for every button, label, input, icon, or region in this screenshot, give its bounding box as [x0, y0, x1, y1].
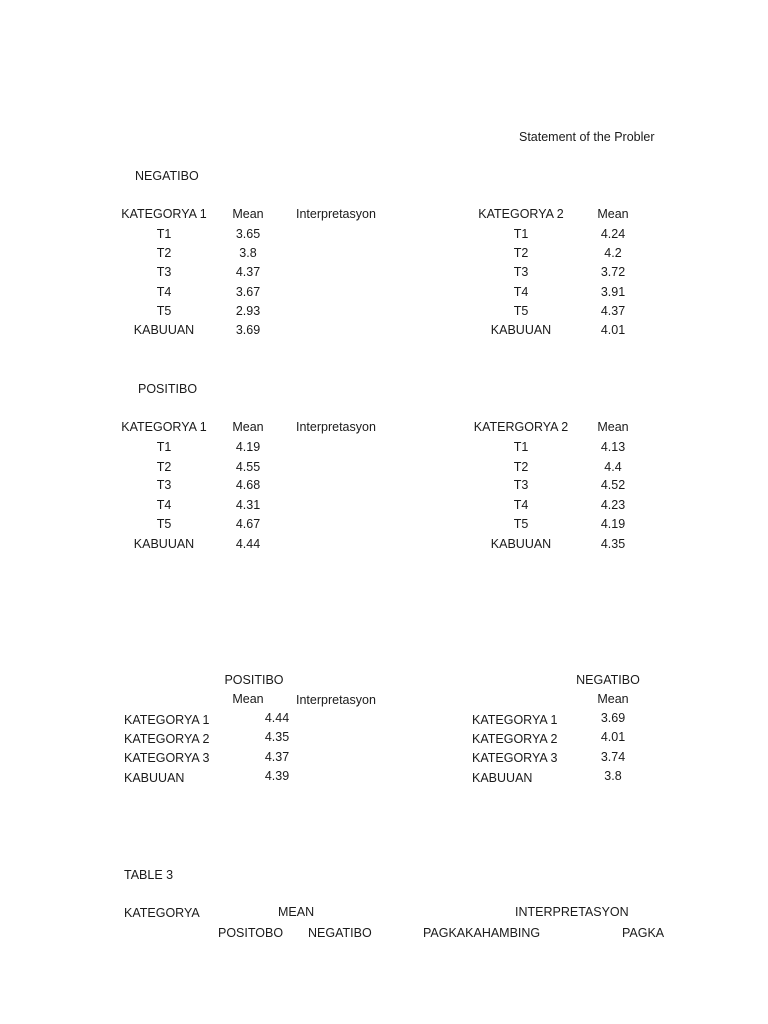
row-mean: 3.65 — [235, 227, 261, 241]
row-mean: 4.67 — [235, 517, 261, 531]
row-label-total: KABUUAN — [133, 323, 195, 337]
subheader-positobo: POSITOBO — [218, 926, 284, 940]
row-mean: 4.37 — [235, 265, 261, 279]
row-label-total: KABUUAN — [472, 771, 533, 785]
row-mean: 4.19 — [235, 440, 261, 454]
column-header-kategorya: KATEGORYA 1 — [121, 207, 207, 221]
row-mean: 3.8 — [239, 246, 257, 260]
positibo-section-label: POSITIBO — [138, 382, 198, 396]
column-header-interpretasyon: Interpretasyon — [296, 207, 376, 221]
row-mean: 2.93 — [235, 304, 261, 318]
table3-title: TABLE 3 — [124, 868, 174, 882]
column-header-mean: Mean — [232, 692, 264, 706]
row-label: T5 — [513, 304, 529, 318]
row-mean: 4.44 — [264, 711, 290, 725]
row-label: T5 — [156, 304, 172, 318]
row-mean: 4.37 — [264, 750, 290, 764]
row-mean-total: 4.35 — [600, 537, 626, 551]
column-header-mean: Mean — [597, 207, 629, 221]
row-mean: 3.74 — [600, 750, 626, 764]
row-label: KATEGORYA 2 — [472, 732, 558, 746]
row-label: T4 — [513, 285, 529, 299]
row-label-total: KABUUAN — [133, 537, 195, 551]
row-label: T5 — [513, 517, 529, 531]
row-mean: 3.69 — [600, 711, 626, 725]
row-label: T3 — [513, 265, 529, 279]
row-mean-total: 4.44 — [235, 537, 261, 551]
column-header-mean: Mean — [597, 420, 629, 434]
row-mean: 4.31 — [235, 498, 261, 512]
column-header-interpretasyon: INTERPRETASYON — [515, 905, 629, 919]
row-label: T5 — [156, 517, 172, 531]
row-label-total: KABUUAN — [490, 323, 552, 337]
row-label: KATEGORYA 3 — [124, 751, 210, 765]
row-label: T4 — [156, 498, 172, 512]
column-header-interpretasyon: Interpretasyon — [296, 420, 376, 434]
row-label: KATEGORYA 3 — [472, 751, 558, 765]
row-mean-total: 3.8 — [604, 769, 622, 783]
row-label: T2 — [156, 460, 172, 474]
negatibo-section-label: NEGATIBO — [135, 169, 199, 183]
row-label: KATEGORYA 1 — [124, 713, 210, 727]
column-header-mean: Mean — [232, 420, 264, 434]
row-label: T1 — [513, 440, 529, 454]
row-mean-total: 4.39 — [264, 769, 290, 783]
page-title: Statement of the Probler — [519, 130, 655, 144]
row-mean: 4.37 — [600, 304, 626, 318]
column-header-mean: Mean — [232, 207, 264, 221]
subheader-negatibo: NEGATIBO — [308, 926, 372, 940]
row-mean: 4.13 — [600, 440, 626, 454]
row-mean: 4.01 — [600, 730, 626, 744]
row-mean: 4.52 — [600, 478, 626, 492]
row-label: KATEGORYA 2 — [124, 732, 210, 746]
row-mean-total: 3.69 — [235, 323, 261, 337]
row-label-total: KABUUAN — [490, 537, 552, 551]
summary-negatibo-title: NEGATIBO — [576, 673, 640, 687]
column-header-kategorya: KATEGORYA 2 — [478, 207, 564, 221]
row-label: T4 — [156, 285, 172, 299]
column-header-kategorya: KATERGORYA 2 — [473, 420, 569, 434]
row-mean: 4.68 — [235, 478, 261, 492]
subheader-pagkakahambing-cut: PAGKA — [622, 926, 665, 940]
row-mean: 4.23 — [600, 498, 626, 512]
column-header-mean: MEAN — [278, 905, 315, 919]
row-mean: 4.24 — [600, 227, 626, 241]
row-mean: 4.55 — [235, 460, 261, 474]
column-header-kategorya: KATEGORYA 1 — [121, 420, 207, 434]
row-label: T4 — [513, 498, 529, 512]
row-label: T1 — [513, 227, 529, 241]
row-label: T1 — [156, 227, 172, 241]
row-mean: 3.91 — [600, 285, 626, 299]
row-mean: 3.67 — [235, 285, 261, 299]
row-label: T3 — [156, 478, 172, 492]
row-mean: 4.4 — [604, 460, 622, 474]
row-mean: 4.2 — [604, 246, 622, 260]
column-header-mean: Mean — [597, 692, 629, 706]
summary-positibo-title: POSITIBO — [224, 673, 284, 687]
row-mean: 4.19 — [600, 517, 626, 531]
row-label: T3 — [513, 478, 529, 492]
row-mean-total: 4.01 — [600, 323, 626, 337]
row-mean: 3.72 — [600, 265, 626, 279]
row-mean: 4.35 — [264, 730, 290, 744]
column-header-kategorya: KATEGORYA — [124, 906, 200, 920]
column-header-interpretasyon: Interpretasyon — [296, 693, 376, 707]
row-label: T2 — [513, 246, 529, 260]
row-label-total: KABUUAN — [124, 771, 185, 785]
row-label: KATEGORYA 1 — [472, 713, 558, 727]
row-label: T2 — [513, 460, 529, 474]
row-label: T2 — [156, 246, 172, 260]
row-label: T3 — [156, 265, 172, 279]
subheader-pagkakahambing: PAGKAKAHAMBING — [423, 926, 541, 940]
row-label: T1 — [156, 440, 172, 454]
